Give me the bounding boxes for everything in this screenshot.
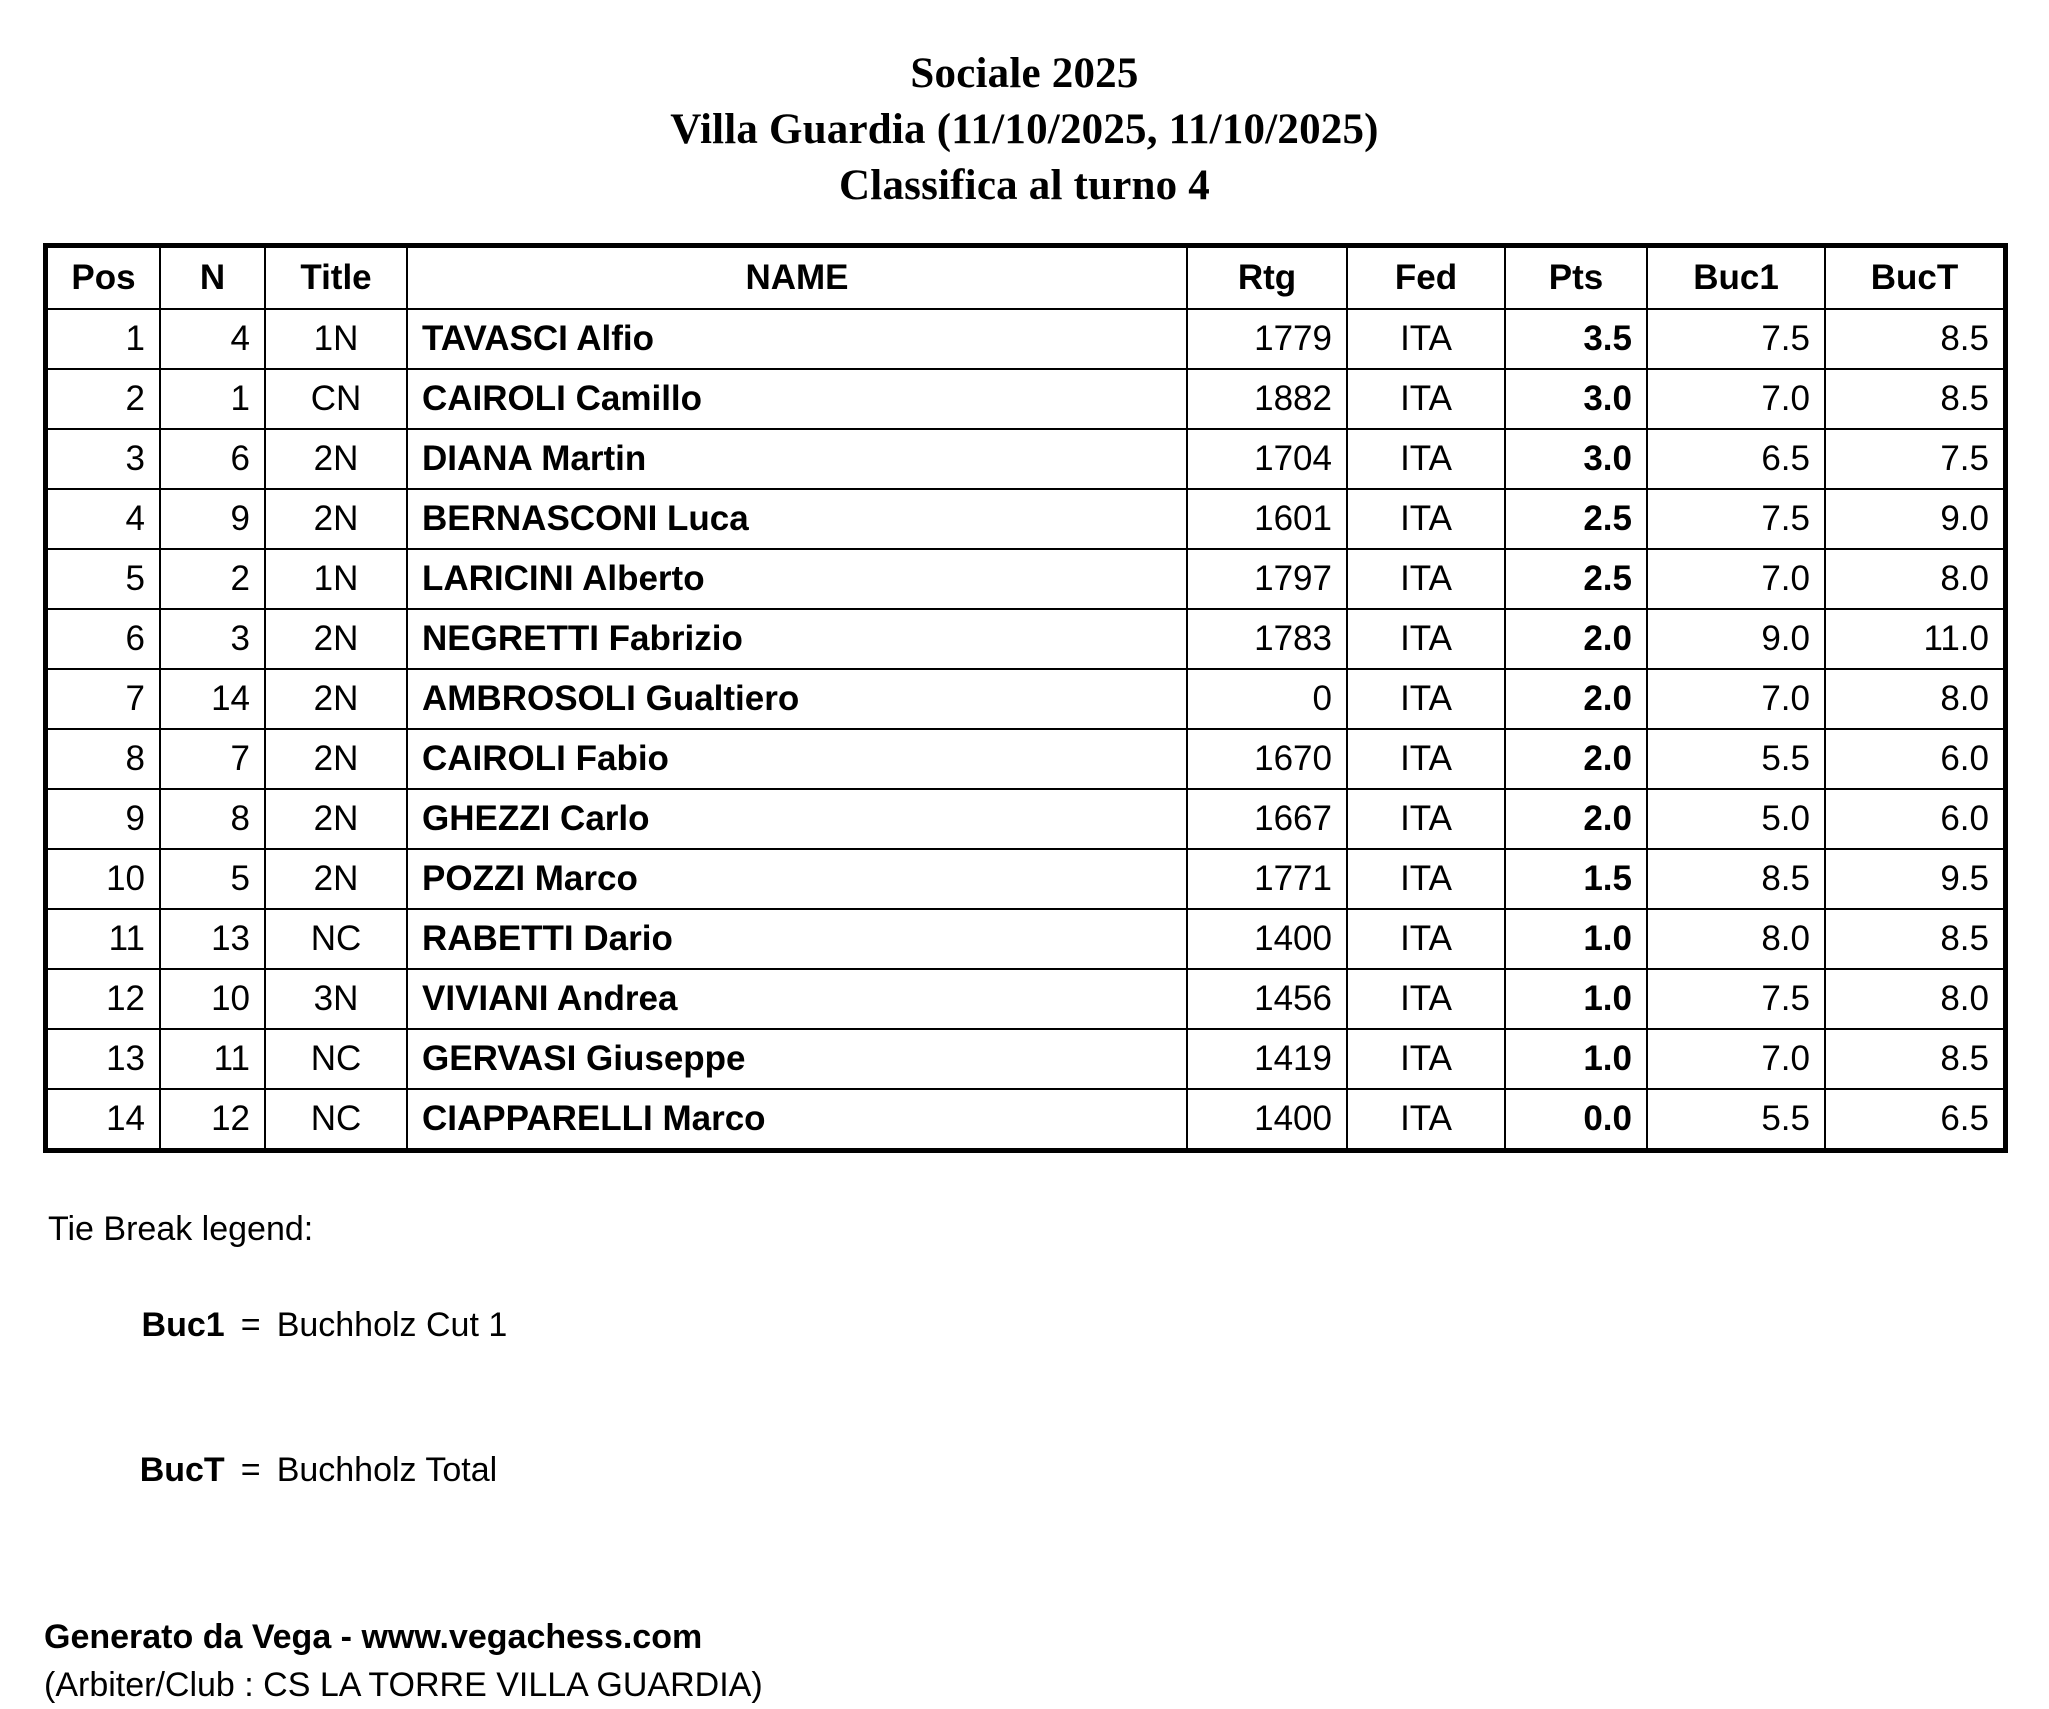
cell-n: 6 bbox=[160, 429, 265, 489]
cell-rtg: 0 bbox=[1187, 669, 1347, 729]
legend-entry-buc1 bbox=[48, 1253, 2049, 1398]
cell-n: 4 bbox=[160, 309, 265, 369]
table-row bbox=[48, 609, 2003, 669]
cell-rtg: 1667 bbox=[1187, 789, 1347, 849]
cell-fed: ITA bbox=[1347, 489, 1505, 549]
cell-buc1: 7.5 bbox=[1647, 969, 1825, 1029]
cell-rtg: 1779 bbox=[1187, 309, 1347, 369]
cell-buc1: 7.5 bbox=[1647, 309, 1825, 369]
cell-pts: 3.5 bbox=[1505, 309, 1647, 369]
report-title bbox=[0, 0, 2049, 214]
tournament-name: Sociale 2025 bbox=[910, 50, 1139, 97]
cell-name: LARICINI Alberto bbox=[407, 549, 1187, 609]
table-row bbox=[48, 729, 2003, 789]
cell-name: RABETTI Dario bbox=[407, 909, 1187, 969]
cell-rtg: 1882 bbox=[1187, 369, 1347, 429]
cell-fed: ITA bbox=[1347, 669, 1505, 729]
cell-buct: 8.5 bbox=[1825, 309, 2003, 369]
cell-rtg: 1400 bbox=[1187, 1089, 1347, 1148]
cell-title: 1N bbox=[265, 549, 407, 609]
legend-heading: Tie Break legend: bbox=[48, 1209, 314, 1248]
cell-buc1: 9.0 bbox=[1647, 609, 1825, 669]
cell-pos: 9 bbox=[48, 789, 160, 849]
cell-buc1: 7.0 bbox=[1647, 549, 1825, 609]
cell-rtg: 1601 bbox=[1187, 489, 1347, 549]
cell-pos: 7 bbox=[48, 669, 160, 729]
cell-fed: ITA bbox=[1347, 549, 1505, 609]
cell-name: NEGRETTI Fabrizio bbox=[407, 609, 1187, 669]
cell-buct: 11.0 bbox=[1825, 609, 2003, 669]
cell-name: BERNASCONI Luca bbox=[407, 489, 1187, 549]
cell-buc1: 7.0 bbox=[1647, 1029, 1825, 1089]
cell-pts: 3.0 bbox=[1505, 369, 1647, 429]
cell-buct: 8.5 bbox=[1825, 909, 2003, 969]
standings-table-header bbox=[48, 248, 2003, 309]
column-header-fed: Fed bbox=[1347, 248, 1505, 309]
cell-n: 1 bbox=[160, 369, 265, 429]
cell-n: 12 bbox=[160, 1089, 265, 1148]
tournament-venue-dates: Villa Guardia (11/10/2025, 11/10/2025) bbox=[670, 105, 1379, 153]
table-row bbox=[48, 669, 2003, 729]
cell-title: 2N bbox=[265, 609, 407, 669]
legend-key-buct: BucT bbox=[139, 1451, 225, 1489]
legend-value-buc1: Buchholz Cut 1 bbox=[276, 1306, 508, 1345]
cell-pts: 2.0 bbox=[1505, 669, 1647, 729]
cell-fed: ITA bbox=[1347, 1029, 1505, 1089]
cell-rtg: 1797 bbox=[1187, 549, 1347, 609]
table-row bbox=[48, 429, 2003, 489]
cell-pos: 11 bbox=[48, 909, 160, 969]
cell-pts: 1.5 bbox=[1505, 849, 1647, 909]
cell-pts: 3.0 bbox=[1505, 429, 1647, 489]
cell-n: 14 bbox=[160, 669, 265, 729]
footer-generator-credit: Generato da Vega - www.vegachess.com bbox=[44, 1617, 703, 1656]
column-header-rtg: Rtg bbox=[1187, 248, 1347, 309]
cell-buc1: 8.5 bbox=[1647, 849, 1825, 909]
cell-fed: ITA bbox=[1347, 789, 1505, 849]
cell-buc1: 7.0 bbox=[1647, 669, 1825, 729]
cell-buc1: 5.5 bbox=[1647, 729, 1825, 789]
column-header-buc1: Buc1 bbox=[1647, 248, 1825, 309]
cell-title: 3N bbox=[265, 969, 407, 1029]
cell-fed: ITA bbox=[1347, 1089, 1505, 1148]
cell-name: AMBROSOLI Gualtiero bbox=[407, 669, 1187, 729]
cell-name: GHEZZI Carlo bbox=[407, 789, 1187, 849]
cell-fed: ITA bbox=[1347, 429, 1505, 489]
cell-n: 11 bbox=[160, 1029, 265, 1089]
cell-n: 10 bbox=[160, 969, 265, 1029]
cell-pts: 2.5 bbox=[1505, 549, 1647, 609]
cell-name: TAVASCI Alfio bbox=[407, 309, 1187, 369]
legend-value-buct: Buchholz Total bbox=[276, 1451, 498, 1489]
standings-table-container bbox=[43, 243, 2008, 1153]
cell-pos: 1 bbox=[48, 309, 160, 369]
table-row bbox=[48, 909, 2003, 969]
cell-title: 2N bbox=[265, 789, 407, 849]
column-header-title: Title bbox=[265, 248, 407, 309]
cell-title: CN bbox=[265, 369, 407, 429]
cell-buc1: 7.5 bbox=[1647, 489, 1825, 549]
cell-fed: ITA bbox=[1347, 309, 1505, 369]
cell-buct: 7.5 bbox=[1825, 429, 2003, 489]
table-row bbox=[48, 1029, 2003, 1089]
cell-rtg: 1419 bbox=[1187, 1029, 1347, 1089]
cell-pos: 13 bbox=[48, 1029, 160, 1089]
column-header-buct: BucT bbox=[1825, 248, 2003, 309]
cell-pts: 1.0 bbox=[1505, 1029, 1647, 1089]
cell-buct: 9.5 bbox=[1825, 849, 2003, 909]
cell-pos: 8 bbox=[48, 729, 160, 789]
legend-entry-buct bbox=[48, 1398, 2049, 1543]
cell-buct: 8.0 bbox=[1825, 669, 2003, 729]
cell-pos: 4 bbox=[48, 489, 160, 549]
cell-n: 3 bbox=[160, 609, 265, 669]
legend-key-buc1: Buc1 bbox=[141, 1306, 225, 1345]
cell-pos: 2 bbox=[48, 369, 160, 429]
footer-arbiter-club: (Arbiter/Club : CS LA TORRE VILLA GUARDIA) bbox=[44, 1665, 763, 1704]
cell-pos: 10 bbox=[48, 849, 160, 909]
cell-name: CAIROLI Camillo bbox=[407, 369, 1187, 429]
cell-fed: ITA bbox=[1347, 849, 1505, 909]
cell-rtg: 1704 bbox=[1187, 429, 1347, 489]
cell-n: 2 bbox=[160, 549, 265, 609]
round-standings-label: Classifica al turno 4 bbox=[839, 161, 1210, 209]
column-header-pts: Pts bbox=[1505, 248, 1647, 309]
report-footer bbox=[44, 1613, 2049, 1709]
cell-n: 7 bbox=[160, 729, 265, 789]
cell-pts: 2.5 bbox=[1505, 489, 1647, 549]
cell-title: NC bbox=[265, 1089, 407, 1148]
tie-break-legend bbox=[48, 1205, 2049, 1543]
cell-rtg: 1400 bbox=[1187, 909, 1347, 969]
cell-pts: 2.0 bbox=[1505, 729, 1647, 789]
cell-pts: 1.0 bbox=[1505, 969, 1647, 1029]
cell-name: DIANA Martin bbox=[407, 429, 1187, 489]
cell-buc1: 7.0 bbox=[1647, 369, 1825, 429]
cell-n: 5 bbox=[160, 849, 265, 909]
cell-pos: 12 bbox=[48, 969, 160, 1029]
cell-buct: 8.5 bbox=[1825, 1029, 2003, 1089]
cell-fed: ITA bbox=[1347, 609, 1505, 669]
cell-buct: 6.0 bbox=[1825, 789, 2003, 849]
cell-title: NC bbox=[265, 909, 407, 969]
cell-buc1: 5.5 bbox=[1647, 1089, 1825, 1148]
cell-fed: ITA bbox=[1347, 969, 1505, 1029]
cell-rtg: 1771 bbox=[1187, 849, 1347, 909]
cell-buc1: 8.0 bbox=[1647, 909, 1825, 969]
cell-buc1: 5.0 bbox=[1647, 789, 1825, 849]
standings-table-body bbox=[48, 309, 2003, 1148]
cell-n: 13 bbox=[160, 909, 265, 969]
table-row bbox=[48, 849, 2003, 909]
cell-name: POZZI Marco bbox=[407, 849, 1187, 909]
cell-buct: 6.0 bbox=[1825, 729, 2003, 789]
cell-buct: 8.0 bbox=[1825, 549, 2003, 609]
cell-buct: 8.5 bbox=[1825, 369, 2003, 429]
cell-name: CIAPPARELLI Marco bbox=[407, 1089, 1187, 1148]
cell-pos: 6 bbox=[48, 609, 160, 669]
cell-pos: 5 bbox=[48, 549, 160, 609]
cell-buct: 9.0 bbox=[1825, 489, 2003, 549]
cell-name: GERVASI Giuseppe bbox=[407, 1029, 1187, 1089]
cell-fed: ITA bbox=[1347, 909, 1505, 969]
cell-name: VIVIANI Andrea bbox=[407, 969, 1187, 1029]
cell-title: 2N bbox=[265, 429, 407, 489]
cell-pts: 0.0 bbox=[1505, 1089, 1647, 1148]
cell-pts: 2.0 bbox=[1505, 789, 1647, 849]
cell-fed: ITA bbox=[1347, 729, 1505, 789]
cell-buct: 8.0 bbox=[1825, 969, 2003, 1029]
cell-buc1: 6.5 bbox=[1647, 429, 1825, 489]
table-row bbox=[48, 309, 2003, 369]
cell-buct: 6.5 bbox=[1825, 1089, 2003, 1148]
table-row bbox=[48, 369, 2003, 429]
cell-pos: 14 bbox=[48, 1089, 160, 1148]
cell-rtg: 1456 bbox=[1187, 969, 1347, 1029]
cell-title: 2N bbox=[265, 729, 407, 789]
cell-pts: 2.0 bbox=[1505, 609, 1647, 669]
cell-title: 2N bbox=[265, 849, 407, 909]
table-row bbox=[48, 1089, 2003, 1148]
column-header-pos: Pos bbox=[48, 248, 160, 309]
table-row bbox=[48, 789, 2003, 849]
cell-title: 2N bbox=[265, 669, 407, 729]
cell-rtg: 1783 bbox=[1187, 609, 1347, 669]
cell-rtg: 1670 bbox=[1187, 729, 1347, 789]
cell-pts: 1.0 bbox=[1505, 909, 1647, 969]
cell-title: 2N bbox=[265, 489, 407, 549]
table-row bbox=[48, 489, 2003, 549]
cell-fed: ITA bbox=[1347, 369, 1505, 429]
cell-n: 9 bbox=[160, 489, 265, 549]
table-row bbox=[48, 969, 2003, 1029]
table-row bbox=[48, 549, 2003, 609]
header-row bbox=[48, 248, 2003, 309]
cell-n: 8 bbox=[160, 789, 265, 849]
column-header-name: NAME bbox=[407, 248, 1187, 309]
cell-title: NC bbox=[265, 1029, 407, 1089]
legend-equals-buc1: = bbox=[240, 1306, 261, 1345]
cell-pos: 3 bbox=[48, 429, 160, 489]
standings-table bbox=[48, 248, 2003, 1148]
column-header-n: N bbox=[160, 248, 265, 309]
cell-name: CAIROLI Fabio bbox=[407, 729, 1187, 789]
cell-title: 1N bbox=[265, 309, 407, 369]
legend-equals-buct: = bbox=[240, 1451, 261, 1489]
